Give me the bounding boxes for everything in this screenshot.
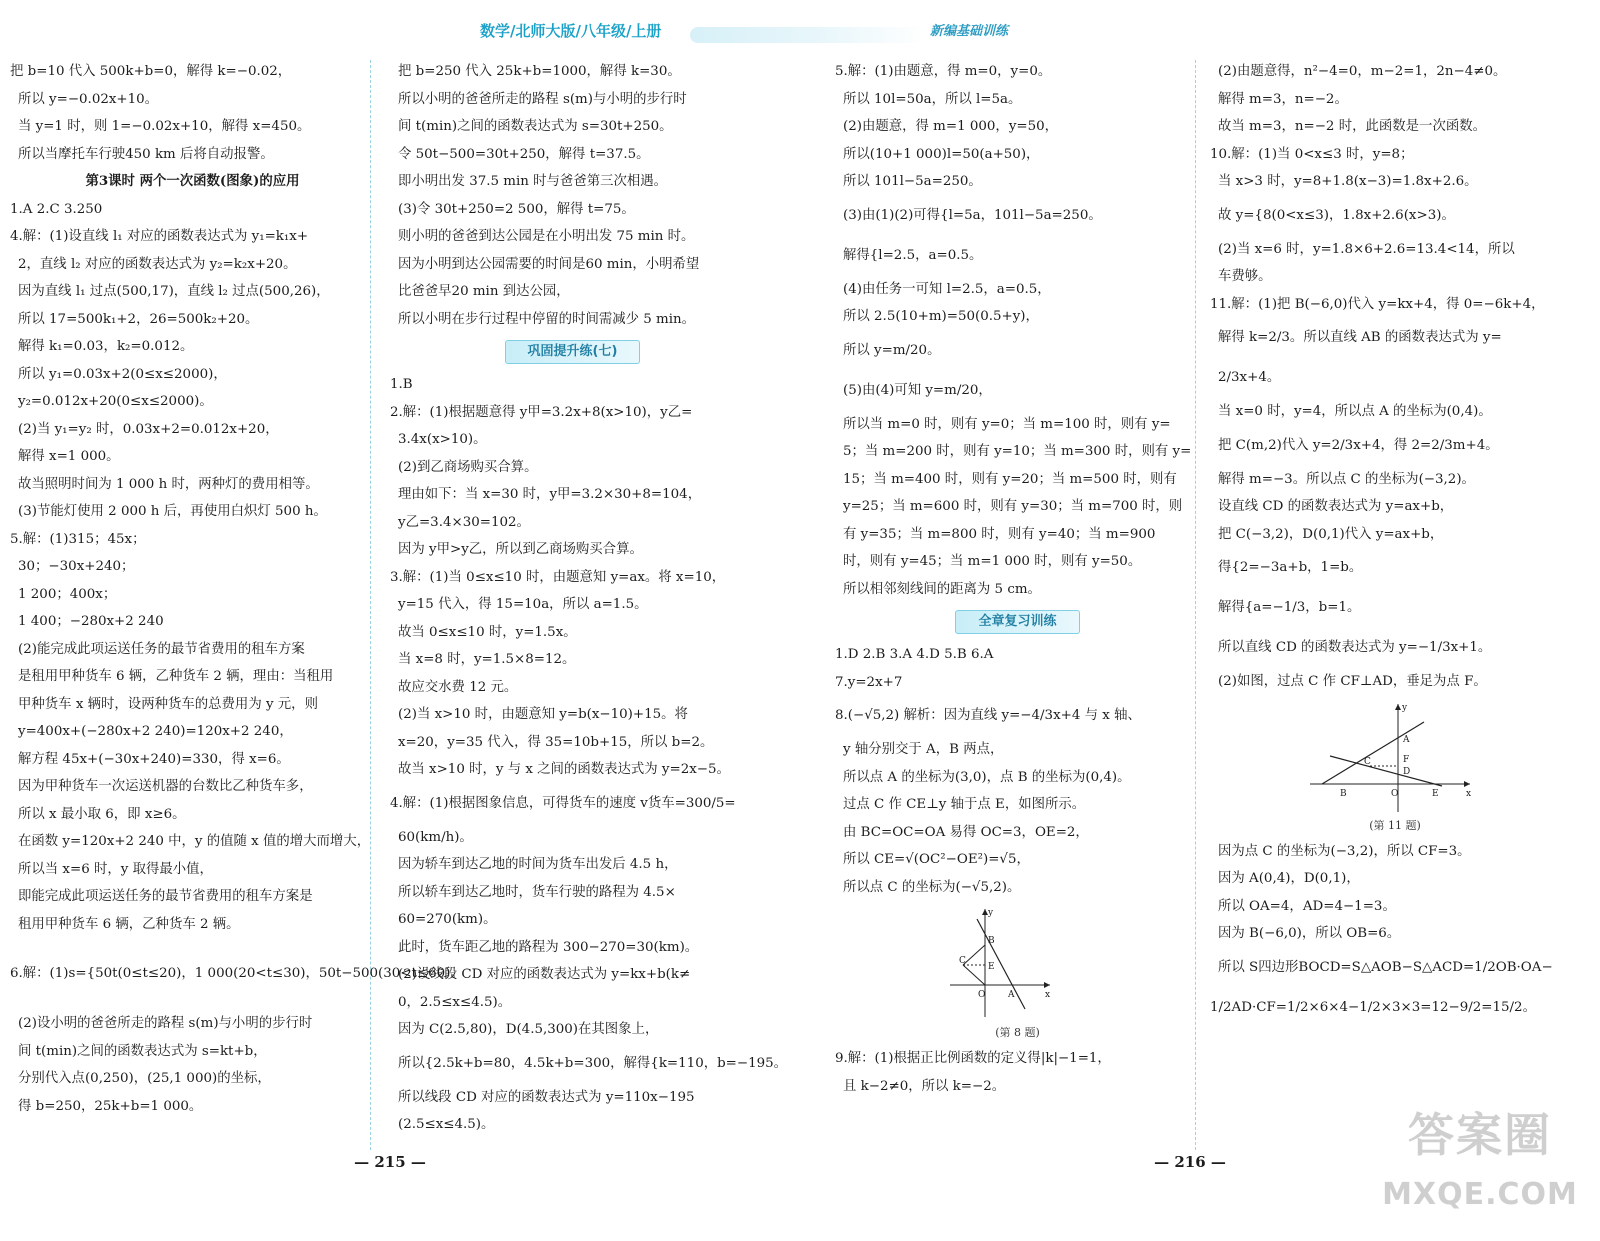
column-4 [1210, 58, 1580, 1158]
text-line: 解方程 45x+(−30x+240)=330，得 x=6。 [18, 751, 290, 767]
figure-q11 [1210, 700, 1580, 834]
text-line: 2，直线 l₂ 对应的函数表达式为 y₂=k₂x+20。 [18, 256, 297, 272]
text-line: 因为直线 l₁ 过点(500,17)，直线 l₂ 过点(500,26)， [18, 284, 330, 299]
text-line: 所以点 A 的坐标为(3,0)，点 B 的坐标为(0,4)。 [843, 769, 1131, 785]
svg-text:y: y [1402, 702, 1408, 713]
text-line: 设直线 CD 的函数表达式为 y=ax+b， [1218, 499, 1454, 514]
text-line: y乙=3.4×30=102。 [398, 514, 530, 530]
figure-q8-graph [835, 905, 1200, 1025]
text-line: (2)由题意得，n²−4=0，m−2=1，2n−4≠0。 [1218, 64, 1507, 79]
svg-text:A: A [1403, 734, 1410, 745]
section-banner: 巩固提升练(七) [505, 340, 641, 364]
text-line: 9.解：(1)根据正比例函数的定义得|k|−1=1， [835, 1051, 1111, 1066]
text-line: 解得 m=3，n=−2。 [1218, 91, 1348, 107]
text-line: 1 400；−280x+2 240 [18, 614, 164, 629]
text-line: 由 BC=OC=OA 易得 OC=3，OE=2， [843, 824, 1089, 840]
text-line: 2.解：(1)根据题意得 y甲=3.2x+8(x>10)，y乙= [390, 404, 693, 420]
section-banner-row [390, 333, 755, 371]
text-line: 因为小明到达公园需要的时间是60 min，小明希望 [398, 256, 700, 272]
text-line: 所以轿车到达乙地时，货车行驶的路程为 4.5× [398, 884, 676, 900]
text-line: 当 y=1 时，则 1=−0.02x+10，解得 x=450。 [18, 119, 311, 134]
text-line: 解得 x=1 000。 [18, 449, 120, 464]
text-line: 4.解：(1)设直线 l₁ 对应的函数表达式为 y₁=k₁x+ [10, 229, 309, 244]
text-line: 故应交水费 12 元。 [398, 679, 518, 695]
text-line: 即小明出发 37.5 min 时与爸爸第三次相遇。 [398, 174, 668, 189]
text-line: 故当 m=3，n=−2 时，此函数是一次函数。 [1218, 119, 1487, 134]
text-line: 所以 y=m/20。 [843, 342, 941, 358]
svg-text:x: x [1466, 788, 1472, 799]
text-line: 把 b=250 代入 25k+b=1000，解得 k=30。 [398, 64, 681, 79]
text-line: 所以 y₁=0.03x+2(0≤x≤2000)， [18, 366, 227, 382]
text-line: 且 k−2≠0，所以 k=−2。 [843, 1078, 1006, 1094]
text-line: 把 C(−3,2)，D(0,1)代入 y=ax+b， [1218, 526, 1444, 542]
svg-text:B: B [988, 936, 995, 946]
text-line: 所以小明在步行过程中停留的时间需减少 5 min。 [398, 311, 696, 327]
text-line: 租用甲种货车 6 辆，乙种货车 2 辆。 [18, 916, 240, 932]
text-line: (3)由(1)(2)可得{l=5a，101l−5a=250。 [843, 207, 1102, 223]
figure-caption: (第 11 题) [1369, 818, 1421, 832]
text-line: 因为甲种货车一次运送机器的台数比乙种货车多， [18, 779, 313, 794]
text-line: (3)令 30t+250=2 500，解得 t=75。 [398, 201, 635, 217]
text-line: y₂=0.012x+20(0≤x≤2000)。 [18, 394, 213, 409]
text-line: 60(km/h)。 [398, 829, 473, 845]
svg-text:C: C [959, 956, 966, 966]
text-line: y=25；当 m=600 时，则有 y=30；当 m=700 时，则 [843, 499, 1183, 514]
text-line: 11.解：(1)把 B(−6,0)代入 y=kx+4，得 0=−6k+4， [1210, 296, 1545, 312]
watermark-line-2: MXQE.COM [1382, 1177, 1578, 1212]
text-line: 3.4x(x>10)。 [398, 432, 487, 447]
text-line: 所以当 x=6 时，y 取得最小值， [18, 861, 213, 877]
text-line: 4.解：(1)根据图象信息，可得货车的速度 v货车=300/5= [390, 795, 736, 811]
text-line: 1.B [390, 377, 413, 392]
text-line: 所以相邻刻线间的距离为 5 cm。 [843, 581, 1041, 597]
text-line: (2)当 x=6 时，y=1.8×6+2.6=13.4<14，所以 [1218, 241, 1515, 257]
text-line: 5；当 m=200 时，则有 y=10；当 m=300 时，则有 y= [843, 444, 1192, 459]
text-line: 解得 m=−3。所以点 C 的坐标为(−3,2)。 [1218, 471, 1475, 487]
text-line: 得 b=250，25k+b=1 000。 [18, 1098, 203, 1114]
text-line: 过点 C 作 CE⊥y 轴于点 E，如图所示。 [843, 797, 1086, 812]
text-line: 因为 C(2.5,80)，D(4.5,300)在其图象上， [398, 1022, 659, 1037]
text-line: 故当 x>10 时，y 与 x 之间的函数表达式为 y=2x−5。 [398, 762, 730, 777]
text-line: (4)由任务一可知 l=2.5，a=0.5， [843, 281, 1051, 297]
text-line: 解得{a=−1/3，b=1。 [1218, 600, 1361, 615]
text-line: (2.5≤x≤4.5)。 [398, 1117, 495, 1132]
text-line: 所以 x 最小取 6，即 x≥6。 [18, 806, 186, 822]
text-line: 所以当摩托车行驶450 km 后将自动报警。 [18, 146, 274, 162]
text-line: 7.y=2x+7 [835, 674, 903, 690]
text-line: 有 y=35；当 m=800 时，则有 y=40；当 m=900 [843, 526, 1156, 542]
text-line: 则小明的爸爸到达公园是在小明出发 75 min 时。 [398, 229, 695, 244]
text-line: 当 x=0 时，y=4，所以点 A 的坐标为(0,4)。 [1218, 404, 1492, 419]
text-line: 故 y={8(0<x≤3)，1.8x+2.6(x>3)。 [1218, 207, 1455, 223]
text-line: 所以小明的爸爸所走的路程 s(m)与小明的步行时 [398, 91, 687, 107]
svg-text:E: E [988, 962, 995, 972]
text-line: 1/2AD·CF=1/2×6×4−1/2×3×3=12−9/2=15/2。 [1210, 999, 1536, 1015]
figure-caption: (第 8 题) [995, 1026, 1040, 1039]
text-line: 15；当 m=400 时，则有 y=20；当 m=500 时，则有 [843, 471, 1177, 487]
page-number-left: — 215 — [354, 1153, 426, 1171]
page-number-right: — 216 — [1154, 1153, 1226, 1171]
text-line: (2)如图，过点 C 作 CF⊥AD，垂足为点 F。 [1218, 674, 1487, 689]
text-line: (2)当 y₁=y₂ 时，0.03x+2=0.012x+20， [18, 421, 279, 437]
text-line: (2)设线段 CD 对应的函数表达式为 y=kx+b(k≠ [398, 967, 691, 982]
text-line: 解得{l=2.5，a=0.5。 [843, 247, 983, 263]
text-line: 0，2.5≤x≤4.5)。 [398, 994, 512, 1010]
text-line: 把 b=10 代入 500k+b=0，解得 k=−0.02， [10, 64, 292, 79]
text-line: 所以 CE=√(OC²−OE²)=√5， [843, 852, 1030, 867]
watermark-line-1: 答案圈 [1408, 1108, 1552, 1162]
text-line: (2)设小明的爸爸所走的路程 s(m)与小明的步行时 [18, 1016, 313, 1031]
text-line: 1.D 2.B 3.A 4.D 5.B 6.A [835, 647, 994, 662]
text-line: 当 x=8 时，y=1.5×8=12。 [398, 652, 576, 667]
text-line: 所以(10+1 000)l=50(a+50)， [843, 146, 1040, 162]
text-line: 是租用甲种货车 6 辆，乙种货车 2 辆，理由：当租用 [18, 669, 334, 684]
text-line: 因为 y甲>y乙，所以到乙商场购买合算。 [398, 542, 643, 557]
section-banner-row [835, 603, 1200, 641]
text-line: y=15 代入，得 15=10a，所以 a=1.5。 [398, 597, 648, 612]
text-line: 所以线段 CD 对应的函数表达式为 y=110x−195 [398, 1089, 695, 1105]
text-line: y 轴分别交于 A，B 两点， [843, 742, 1004, 757]
text-line: 理由如下：当 x=30 时，y甲=3.2×30+8=104， [398, 487, 702, 502]
text-line: 分别代入点(0,250)，(25,1 000)的坐标， [18, 1071, 271, 1086]
svg-text:O: O [978, 990, 986, 1000]
svg-text:O: O [1391, 788, 1399, 799]
text-line: (5)由(4)可知 y=m/20， [843, 382, 992, 398]
svg-text:x: x [1045, 990, 1051, 1000]
text-line: 得{2=−3a+b，1=b。 [1218, 560, 1363, 575]
text-line: 间 t(min)之间的函数表达式为 s=30t+250。 [398, 119, 673, 134]
text-line: 所以 10l=50a，所以 l=5a。 [843, 91, 1022, 107]
text-line: 3.解：(1)当 0≤x≤10 时，由题意知 y=ax。将 x=10， [390, 569, 726, 585]
text-line: 当 x>3 时，y=8+1.8(x−3)=1.8x+2.6。 [1218, 174, 1478, 189]
text-line: (2)由题意，得 m=1 000，y=50， [843, 119, 1059, 134]
section-heading: 第3课时 两个一次函数(图象)的应用 [85, 173, 300, 189]
text-line: x=20，y=35 代入，得 35=10b+15，所以 b=2。 [398, 734, 714, 750]
text-line: 所以 101l−5a=250。 [843, 174, 982, 189]
text-line: 比爸爸早20 min 到达公园， [398, 284, 570, 299]
section-banner: 全章复习训练 [955, 610, 1079, 634]
watermark [1380, 1100, 1580, 1230]
svg-text:F: F [1403, 754, 1410, 765]
text-line: 把 C(m,2)代入 y=2/3x+4，得 2=2/3m+4。 [1218, 437, 1499, 453]
header-title: 数学/北师大版/八年级/上册 [480, 22, 662, 40]
text-line: 2/3x+4。 [1218, 370, 1281, 385]
svg-text:y: y [988, 908, 994, 918]
svg-text:C: C [1364, 756, 1371, 767]
text-line: 所以 S四边形BOCD=S△AOB−S△ACD=1/2OB·OA− [1218, 959, 1553, 975]
text-line: 60=270(km)。 [398, 912, 497, 927]
text-line: 所以直线 CD 的函数表达式为 y=−1/3x+1。 [1218, 640, 1492, 655]
text-line: 1 200；400x； [18, 586, 117, 602]
svg-text:D: D [1403, 766, 1411, 777]
text-line: (2)能完成此项运送任务的最节省费用的租车方案 [18, 641, 305, 657]
text-line: 所以 2.5(10+m)=50(0.5+y)， [843, 309, 1039, 324]
text-line: y=400x+(−280x+2 240)=120x+2 240， [18, 724, 293, 739]
text-line: 令 50t−500=30t+250，解得 t=37.5。 [398, 146, 650, 162]
text-line: 车费够。 [1218, 269, 1272, 284]
text-line: 所以当 m=0 时，则有 y=0；当 m=100 时，则有 y= [843, 416, 1171, 432]
svg-text:A: A [1008, 990, 1015, 1000]
text-line: 故当照明时间为 1 000 h 时，两种灯的费用相等。 [18, 476, 319, 492]
text-line: 因为 B(−6,0)，所以 OB=6。 [1218, 926, 1401, 941]
svg-text:E: E [1432, 788, 1439, 799]
text-line: 间 t(min)之间的函数表达式为 s=kt+b， [18, 1043, 267, 1059]
text-line: 甲种货车 x 辆时，设两种货车的总费用为 y 元，则 [18, 696, 318, 712]
header-decor-band [690, 27, 925, 43]
text-line: 所以 OA=4，AD=4−1=3。 [1218, 898, 1396, 914]
text-line: 1.A 2.C 3.250 [10, 201, 103, 217]
text-line: 5.解：(1)由题意，得 m=0，y=0。 [835, 64, 1052, 79]
text-line: 5.解：(1)315；45x； [10, 531, 146, 547]
text-line: 故当 0≤x≤10 时，y=1.5x。 [398, 624, 577, 640]
text-line: (2)到乙商场购买合算。 [398, 459, 538, 475]
text-line: 因为点 C 的坐标为(−3,2)，所以 CF=3。 [1218, 843, 1471, 859]
text-line: 30；−30x+240； [18, 559, 135, 574]
column-3 [835, 58, 1200, 1158]
text-line: (3)节能灯使用 2 000 h 后，再使用白炽灯 500 h。 [18, 504, 327, 519]
page-header [0, 0, 1600, 52]
header-brand: 新编基础训练 [930, 24, 1009, 39]
text-line: 所以 17=500k₁+2，26=500k₂+20。 [18, 311, 259, 327]
text-line: 此时，货车距乙地的路程为 300−270=30(km)。 [398, 939, 699, 955]
text-line: 6.解：(1)s={50t(0≤t≤20)，1 000(20<t≤30)，50t−500(30<t≤60)。 [10, 966, 464, 981]
text-line: 所以点 C 的坐标为(−√5,2)。 [843, 879, 1021, 895]
text-line: 解得 k₁=0.03，k₂=0.012。 [18, 339, 194, 354]
text-line: 即能完成此项运送任务的最节省费用的租车方案是 [18, 889, 313, 904]
text-line: 因为 A(0,4)，D(0,1)， [1218, 871, 1360, 886]
text-line: 解得 k=2/3。所以直线 AB 的函数表达式为 y= [1218, 330, 1502, 345]
svg-text:B: B [1340, 788, 1347, 799]
text-line: 因为轿车到达乙地的时间为货车出发后 4.5 h， [398, 857, 678, 872]
text-line: 在函数 y=120x+2 240 中，y 的值随 x 值的增大而增大， [18, 834, 371, 849]
text-line: 所以 y=−0.02x+10。 [18, 91, 159, 107]
text-line: (2)当 x>10 时，由题意知 y=b(x−10)+15。将 [398, 707, 688, 722]
text-line: 时，则有 y=45；当 m=1 000 时，则有 y=50。 [843, 554, 1142, 569]
text-line: 所以{2.5k+b=80，4.5k+b=300，解得{k=110，b=−195。 [398, 1055, 788, 1071]
column-2 [390, 58, 788, 1158]
figure-q8 [835, 905, 1200, 1041]
figure-q11-graph [1210, 700, 1580, 818]
text-line: 10.解：(1)当 0<x≤3 时，y=8； [1210, 146, 1414, 162]
text-line: 8.(−√5,2) 解析：因为直线 y=−4/3x+4 与 x 轴、 [835, 708, 1141, 723]
